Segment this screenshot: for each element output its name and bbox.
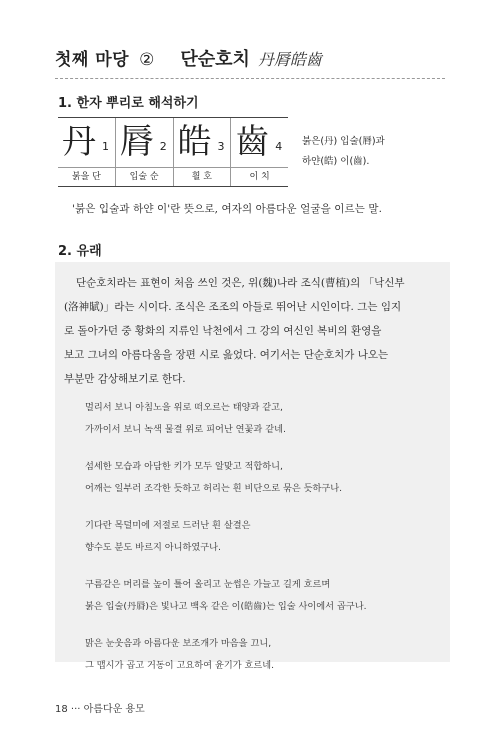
poem bbox=[85, 397, 435, 692]
hanja-sound: 흴 호 bbox=[174, 167, 231, 186]
hanja-char: 齒 bbox=[235, 122, 270, 162]
poem-line: 그 맵시가 곱고 거동이 고요하여 윤기가 흐르네. bbox=[85, 660, 275, 671]
hanja-table bbox=[58, 117, 288, 187]
poem-line: 멀리서 보니 아침노을 위로 떠오르는 태양과 같고, bbox=[85, 402, 283, 413]
chapter-label: 첫째 마당 bbox=[55, 50, 130, 70]
header-divider bbox=[55, 78, 445, 79]
idiom-summary: '붉은 입술과 하얀 이'란 뜻으로, 여자의 아름다운 얼굴을 이르는 말. bbox=[72, 203, 383, 215]
poem-line: 붉은 입술(丹脣)은 빛나고 백옥 같은 이(皓齒)는 입술 사이에서 곱구나. bbox=[85, 601, 367, 612]
meaning-line: 하얀(皓) 이(齒). bbox=[302, 156, 370, 167]
origin-intro bbox=[64, 271, 442, 391]
hanja-cell bbox=[116, 118, 174, 186]
poem-line: 섬세한 모습과 아담한 키가 모두 알맞고 적합하니, bbox=[85, 461, 283, 472]
hanja-cell bbox=[58, 118, 116, 186]
page-footer: 18 ··· 아름다운 용모 bbox=[55, 704, 145, 715]
hanja-cell bbox=[174, 118, 232, 186]
hanja-index: 1 bbox=[102, 140, 109, 153]
origin-box bbox=[55, 262, 450, 671]
poem-line: 가까이서 보니 녹색 물결 위로 피어난 연꽃과 같네. bbox=[85, 424, 286, 435]
meaning-line: 붉은(丹) 입술(脣)과 bbox=[302, 136, 385, 147]
chapter-header bbox=[55, 45, 445, 71]
poem-line: 구름같은 머리를 높이 틀어 올리고 눈썹은 가늘고 길게 흐르며 bbox=[85, 579, 331, 590]
hanja-char: 丹 bbox=[62, 122, 96, 162]
intro-line: 단순호치라는 표현이 처음 쓰인 것은, 위(魏)나라 조식(曹植)의 「낙신부 bbox=[76, 277, 405, 289]
intro-line: 보고 그녀의 아름다움을 장편 시로 읊었다. 여기서는 단순호치가 나오는 bbox=[64, 349, 389, 361]
hanja-meaning bbox=[302, 132, 432, 172]
poem-line: 맑은 눈웃음과 아름다운 보조개가 마음을 끄니, bbox=[85, 638, 272, 649]
idiom-hanja: 丹脣皓齒 bbox=[257, 50, 322, 69]
intro-line: 로 돌아가던 중 황화의 지류인 낙천에서 그 강의 여신인 복비의 환영을 bbox=[64, 325, 382, 337]
section-title-hanja: 1. 한자 뿌리로 해석하기 bbox=[58, 96, 199, 111]
poem-stanza bbox=[85, 456, 435, 500]
section-title-origin: 2. 유래 bbox=[58, 244, 102, 259]
intro-line: 부분만 감상해보기로 한다. bbox=[64, 373, 186, 385]
poem-stanza bbox=[85, 574, 435, 618]
poem-line: 어깨는 일부러 조각한 듯하고 허리는 흰 비단으로 묶은 듯하구나. bbox=[85, 483, 343, 494]
poem-stanza bbox=[85, 633, 435, 677]
hanja-sound: 이 치 bbox=[231, 167, 288, 186]
chapter-number: ② bbox=[139, 50, 155, 70]
hanja-index: 2 bbox=[159, 140, 167, 153]
hanja-sound: 입술 순 bbox=[116, 167, 173, 186]
poem-stanza bbox=[85, 397, 435, 441]
poem-line: 향수도 분도 바르지 아니하였구나. bbox=[85, 542, 221, 553]
hanja-sound: 붉을 단 bbox=[58, 167, 115, 186]
poem-line: 기다란 목덜미에 저절로 드러난 흰 살결은 bbox=[85, 520, 251, 531]
hanja-cell bbox=[231, 118, 288, 186]
hanja-index: 4 bbox=[275, 140, 283, 153]
idiom-title: 단순호치 bbox=[180, 49, 250, 70]
poem-stanza bbox=[85, 515, 435, 559]
hanja-char: 皓 bbox=[177, 122, 212, 162]
hanja-index: 3 bbox=[217, 140, 225, 153]
hanja-char: 脣 bbox=[119, 122, 154, 162]
intro-line: (洛神賦)」라는 시이다. 조식은 조조의 아들로 뛰어난 시인이다. 그는 임지 bbox=[64, 301, 402, 313]
